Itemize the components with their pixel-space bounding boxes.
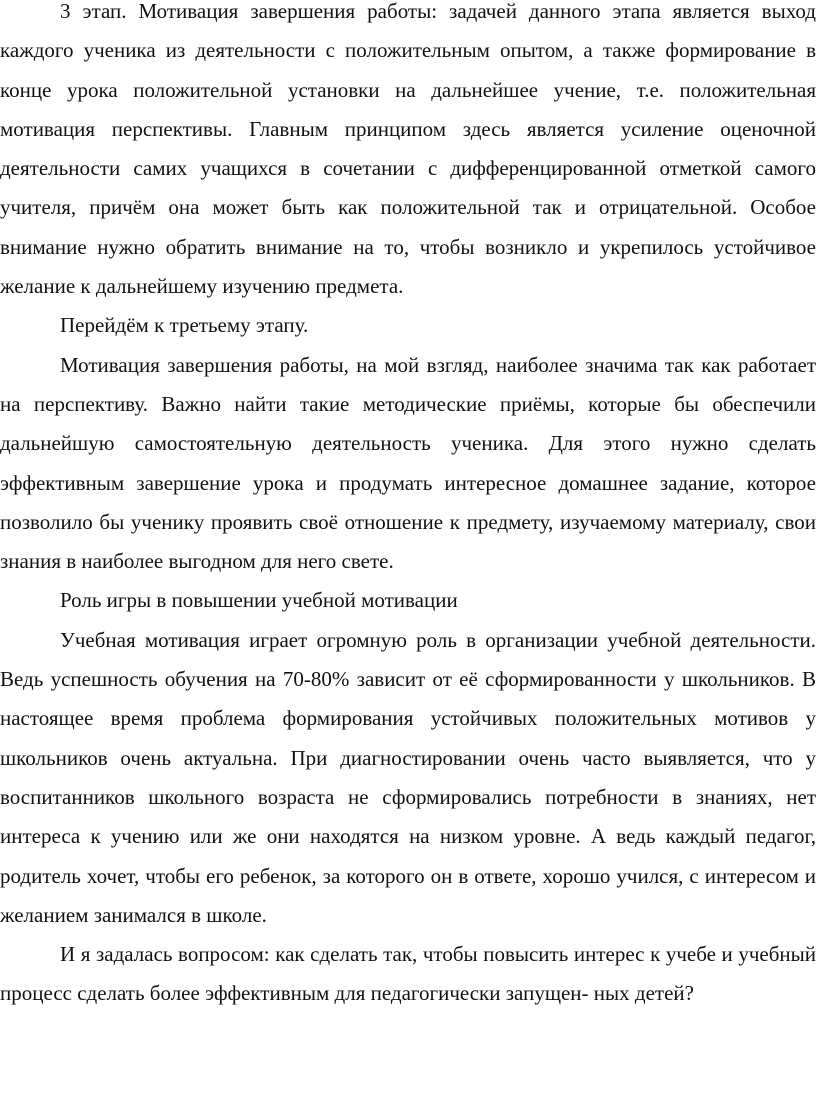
paragraph-question: И я задалась вопросом: как сделать так, чтобы повысить интерес к учебе и учебный процесс сделать более эффективным для педагогически запущен- ных детей?	[0, 942, 816, 1006]
paragraph-learning-motivation: Учебная мотивация играет огромную роль в организации учебной деятельности. Ведь успешность обучения на 70-80% зависит от её сформированности у школьников. В настоящее время проблема формирования устойчивых положительных мотивов у школьников очень актуальна. При диагностировании очень часто выявляется, что у воспитанников школьного возраста не сформировались потребности в знаниях, нет интереса к учению или же они находятся на низком уровне. А ведь каждый педагог, родитель хочет, чтобы его ребенок, за которого он в ответе, хорошо учился, с интересом и желанием занимался в школе.	[0, 627, 816, 927]
paragraph-transition: Перейдём к третьему этапу.	[60, 313, 309, 338]
paragraph-completion-motivation: Мотивация завершения работы, на мой взгляд, наиболее значима так как работает на перспективу. Важно найти такие методические приёмы, которые бы обеспечили дальнейшую самостоятельную деятельность ученика. Для этого нужно сделать эффективным завершение урока и продумать интересное домашнее задание, которое позволило бы ученику проявить своё отношение к предмету, изучаемому материалу, свои знания в наиболее выгодном для него свете.	[0, 352, 816, 574]
section-heading-game-role: Роль игры в повышении учебной мотивации	[60, 588, 458, 613]
paragraph-stage-three: 3 этап. Мотивация завершения работы: задачей данного этапа является выход каждого ученика из деятельности с положительным опытом, а также формирование в конце урока положительной установки на дальнейшее учение, т.е. положительная мотивация перспективы. Главным принципом здесь является усиление оценочной деятельности самих учащихся в сочетании с дифференцированной отметкой самого учителя, причём она может быть как положительной так и отрицательной. Особое внимание нужно обратить внимание на то, чтобы возникло и укрепилось устойчивое желание к дальнейшему изучению предмета.	[0, 0, 816, 299]
